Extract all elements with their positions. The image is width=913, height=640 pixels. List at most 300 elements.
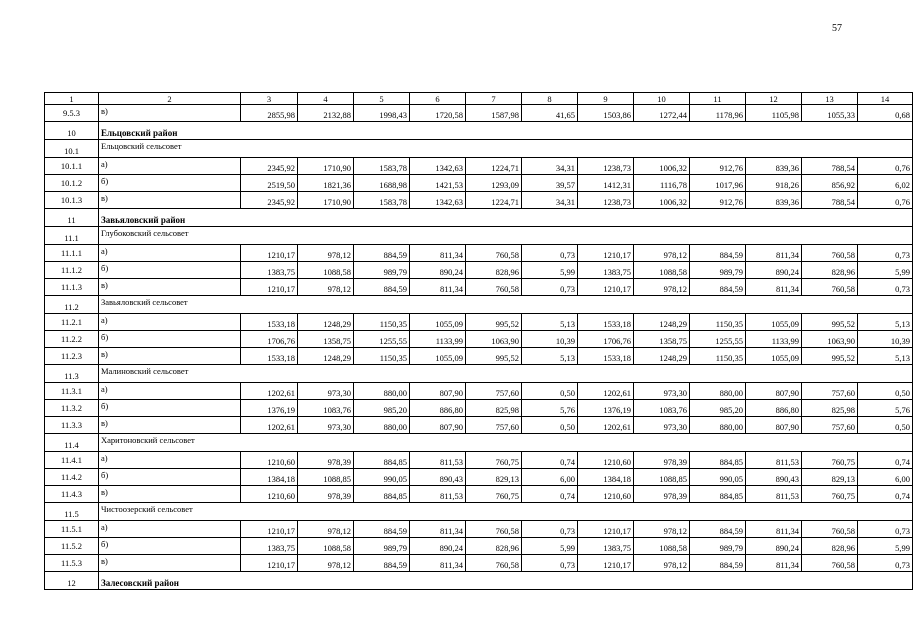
value-cell: 995,52 <box>466 314 522 331</box>
value-cell: 2519,50 <box>241 175 298 192</box>
district-code-cell: 11 <box>45 209 99 227</box>
value-cell: 34,31 <box>522 192 578 209</box>
value-cell: 1342,63 <box>410 192 466 209</box>
value-cell: 884,85 <box>690 486 746 503</box>
value-cell: 0,50 <box>858 417 913 434</box>
value-cell: 978,39 <box>298 486 354 503</box>
value-cell: 760,58 <box>466 521 522 538</box>
table-row <box>45 314 913 331</box>
value-cell: 807,90 <box>410 383 466 400</box>
value-cell: 1248,29 <box>634 348 690 365</box>
council-code-cell: 11.2 <box>45 296 99 314</box>
value-cell: 2345,92 <box>241 158 298 175</box>
district-row <box>45 572 913 590</box>
row-code-cell: 11.5.2 <box>45 538 99 555</box>
value-cell: 1412,31 <box>578 175 634 192</box>
council-name-cell: Чистоозерский сельсовет <box>99 503 913 521</box>
value-cell: 1383,75 <box>578 538 634 555</box>
value-cell: 890,24 <box>410 538 466 555</box>
value-cell: 0,74 <box>522 486 578 503</box>
column-number-cell: 2 <box>99 93 241 105</box>
table-row <box>45 279 913 296</box>
table-row <box>45 538 913 555</box>
value-cell: 0,50 <box>522 383 578 400</box>
value-cell: 5,13 <box>858 314 913 331</box>
value-cell: 811,53 <box>410 486 466 503</box>
value-cell: 1210,17 <box>578 555 634 572</box>
value-cell: 1587,98 <box>466 105 522 122</box>
value-cell: 1202,61 <box>241 383 298 400</box>
row-code-cell: 11.3.2 <box>45 400 99 417</box>
value-cell: 2132,88 <box>298 105 354 122</box>
value-cell: 1358,75 <box>634 331 690 348</box>
value-cell: 1088,85 <box>634 469 690 486</box>
row-variant-cell: б) <box>99 538 241 555</box>
row-code-cell: 11.2.2 <box>45 331 99 348</box>
table-row <box>45 192 913 209</box>
table-row <box>45 105 913 122</box>
value-cell: 0,68 <box>858 105 913 122</box>
value-cell: 1210,17 <box>578 245 634 262</box>
value-cell: 1055,09 <box>410 348 466 365</box>
value-cell: 1055,09 <box>746 348 802 365</box>
table-row <box>45 486 913 503</box>
district-code-cell: 12 <box>45 572 99 590</box>
district-name-cell: Ельцовский район <box>99 122 913 140</box>
value-cell: 978,39 <box>634 486 690 503</box>
value-cell: 884,85 <box>690 452 746 469</box>
table-row <box>45 521 913 538</box>
value-cell: 1105,98 <box>746 105 802 122</box>
value-cell: 6,02 <box>858 175 913 192</box>
value-cell: 1088,58 <box>634 262 690 279</box>
row-variant-cell: в) <box>99 417 241 434</box>
value-cell: 0,73 <box>522 279 578 296</box>
value-cell: 825,98 <box>802 400 858 417</box>
value-cell: 0,73 <box>858 279 913 296</box>
value-cell: 1706,76 <box>241 331 298 348</box>
value-cell: 5,13 <box>522 314 578 331</box>
value-cell: 1133,99 <box>410 331 466 348</box>
value-cell: 1210,17 <box>241 245 298 262</box>
value-cell: 884,59 <box>690 279 746 296</box>
value-cell: 34,31 <box>522 158 578 175</box>
value-cell: 811,34 <box>410 555 466 572</box>
value-cell: 1342,63 <box>410 158 466 175</box>
value-cell: 760,75 <box>802 486 858 503</box>
value-cell: 828,96 <box>802 538 858 555</box>
value-cell: 0,73 <box>858 521 913 538</box>
value-cell: 1210,17 <box>578 521 634 538</box>
row-variant-cell: б) <box>99 469 241 486</box>
column-number-cell: 5 <box>354 93 410 105</box>
value-cell: 811,34 <box>746 279 802 296</box>
value-cell: 1255,55 <box>354 331 410 348</box>
value-cell: 0,73 <box>522 521 578 538</box>
value-cell: 1150,35 <box>354 314 410 331</box>
value-cell: 1150,35 <box>690 314 746 331</box>
value-cell: 1083,76 <box>634 400 690 417</box>
value-cell: 811,53 <box>746 486 802 503</box>
value-cell: 829,13 <box>466 469 522 486</box>
value-cell: 1055,09 <box>410 314 466 331</box>
value-cell: 985,20 <box>354 400 410 417</box>
value-cell: 1017,96 <box>690 175 746 192</box>
column-number-cell: 6 <box>410 93 466 105</box>
column-number-cell: 11 <box>690 93 746 105</box>
value-cell: 1533,18 <box>241 348 298 365</box>
row-code-cell: 11.2.1 <box>45 314 99 331</box>
value-cell: 978,12 <box>298 245 354 262</box>
value-cell: 760,75 <box>466 452 522 469</box>
value-cell: 978,39 <box>298 452 354 469</box>
value-cell: 788,54 <box>802 192 858 209</box>
value-cell: 1583,78 <box>354 158 410 175</box>
value-cell: 880,00 <box>354 417 410 434</box>
council-row <box>45 503 913 521</box>
district-row <box>45 209 913 227</box>
value-cell: 839,36 <box>746 192 802 209</box>
value-cell: 760,58 <box>802 245 858 262</box>
value-cell: 1421,53 <box>410 175 466 192</box>
value-cell: 978,12 <box>634 245 690 262</box>
value-cell: 890,24 <box>746 262 802 279</box>
value-cell: 884,59 <box>690 521 746 538</box>
value-cell: 1088,85 <box>298 469 354 486</box>
value-cell: 1210,60 <box>578 452 634 469</box>
row-variant-cell: б) <box>99 331 241 348</box>
value-cell: 1710,90 <box>298 158 354 175</box>
value-cell: 811,34 <box>746 245 802 262</box>
value-cell: 760,58 <box>802 521 858 538</box>
value-cell: 807,90 <box>746 383 802 400</box>
value-cell: 828,96 <box>802 262 858 279</box>
value-cell: 5,13 <box>522 348 578 365</box>
value-cell: 760,58 <box>466 279 522 296</box>
value-cell: 828,96 <box>466 262 522 279</box>
table-row <box>45 245 913 262</box>
value-cell: 828,96 <box>466 538 522 555</box>
value-cell: 973,30 <box>634 417 690 434</box>
value-cell: 757,60 <box>802 383 858 400</box>
value-cell: 978,12 <box>298 521 354 538</box>
council-row <box>45 365 913 383</box>
row-code-cell: 11.3.3 <box>45 417 99 434</box>
column-number-cell: 4 <box>298 93 354 105</box>
value-cell: 1210,60 <box>241 452 298 469</box>
row-code-cell: 11.4.1 <box>45 452 99 469</box>
value-cell: 1821,36 <box>298 175 354 192</box>
value-cell: 880,00 <box>354 383 410 400</box>
row-code-cell: 11.2.3 <box>45 348 99 365</box>
page-number: 57 <box>832 23 842 34</box>
value-cell: 1055,09 <box>746 314 802 331</box>
column-number-cell: 1 <box>45 93 99 105</box>
column-number-cell: 3 <box>241 93 298 105</box>
column-number-cell: 13 <box>802 93 858 105</box>
row-code-cell: 10.1.2 <box>45 175 99 192</box>
value-cell: 760,58 <box>466 245 522 262</box>
council-code-cell: 10.1 <box>45 140 99 158</box>
council-code-cell: 11.5 <box>45 503 99 521</box>
row-variant-cell: а) <box>99 314 241 331</box>
value-cell: 1202,61 <box>578 417 634 434</box>
row-variant-cell: в) <box>99 105 241 122</box>
row-variant-cell: в) <box>99 192 241 209</box>
value-cell: 1710,90 <box>298 192 354 209</box>
value-cell: 1503,86 <box>578 105 634 122</box>
value-cell: 1202,61 <box>241 417 298 434</box>
value-cell: 0,76 <box>858 192 913 209</box>
value-cell: 811,34 <box>746 521 802 538</box>
value-cell: 1178,96 <box>690 105 746 122</box>
table-row <box>45 262 913 279</box>
value-cell: 0,73 <box>522 555 578 572</box>
value-cell: 884,59 <box>354 279 410 296</box>
value-cell: 1210,17 <box>241 279 298 296</box>
value-cell: 1224,71 <box>466 192 522 209</box>
value-cell: 884,85 <box>354 452 410 469</box>
value-cell: 995,52 <box>802 314 858 331</box>
table-row <box>45 400 913 417</box>
row-variant-cell: б) <box>99 400 241 417</box>
value-cell: 978,12 <box>298 555 354 572</box>
value-cell: 1210,60 <box>241 486 298 503</box>
value-cell: 757,60 <box>466 383 522 400</box>
value-cell: 884,59 <box>354 245 410 262</box>
district-row <box>45 122 913 140</box>
council-code-cell: 11.1 <box>45 227 99 245</box>
value-cell: 1063,90 <box>466 331 522 348</box>
tariff-table <box>44 92 913 590</box>
value-cell: 811,34 <box>410 521 466 538</box>
value-cell: 811,34 <box>410 245 466 262</box>
value-cell: 1006,32 <box>634 158 690 175</box>
value-cell: 5,99 <box>858 538 913 555</box>
value-cell: 39,57 <box>522 175 578 192</box>
row-variant-cell: а) <box>99 158 241 175</box>
value-cell: 760,75 <box>802 452 858 469</box>
row-code-cell: 9.5.3 <box>45 105 99 122</box>
value-cell: 1006,32 <box>634 192 690 209</box>
table-row <box>45 469 913 486</box>
value-cell: 912,76 <box>690 192 746 209</box>
value-cell: 5,99 <box>858 262 913 279</box>
value-cell: 10,39 <box>522 331 578 348</box>
value-cell: 760,58 <box>466 555 522 572</box>
value-cell: 884,59 <box>354 521 410 538</box>
row-code-cell: 11.3.1 <box>45 383 99 400</box>
value-cell: 880,00 <box>690 417 746 434</box>
value-cell: 5,76 <box>522 400 578 417</box>
table-row <box>45 555 913 572</box>
value-cell: 995,52 <box>466 348 522 365</box>
column-number-row <box>45 93 913 105</box>
row-variant-cell: в) <box>99 279 241 296</box>
council-row <box>45 140 913 158</box>
value-cell: 884,59 <box>354 555 410 572</box>
row-code-cell: 11.1.1 <box>45 245 99 262</box>
value-cell: 0,50 <box>522 417 578 434</box>
value-cell: 890,24 <box>410 262 466 279</box>
value-cell: 0,76 <box>858 158 913 175</box>
value-cell: 0,50 <box>858 383 913 400</box>
value-cell: 0,73 <box>858 245 913 262</box>
table-row <box>45 158 913 175</box>
row-variant-cell: в) <box>99 555 241 572</box>
value-cell: 884,59 <box>690 245 746 262</box>
value-cell: 1720,58 <box>410 105 466 122</box>
value-cell: 5,13 <box>858 348 913 365</box>
table-row <box>45 417 913 434</box>
value-cell: 1533,18 <box>241 314 298 331</box>
row-variant-cell: б) <box>99 175 241 192</box>
value-cell: 973,30 <box>298 417 354 434</box>
value-cell: 0,74 <box>858 486 913 503</box>
value-cell: 1255,55 <box>690 331 746 348</box>
council-name-cell: Малиновский сельсовет <box>99 365 913 383</box>
value-cell: 990,05 <box>690 469 746 486</box>
value-cell: 1210,60 <box>578 486 634 503</box>
district-code-cell: 10 <box>45 122 99 140</box>
council-row <box>45 227 913 245</box>
value-cell: 990,05 <box>354 469 410 486</box>
value-cell: 1150,35 <box>354 348 410 365</box>
value-cell: 978,12 <box>298 279 354 296</box>
row-variant-cell: в) <box>99 486 241 503</box>
value-cell: 811,34 <box>410 279 466 296</box>
value-cell: 880,00 <box>690 383 746 400</box>
value-cell: 6,00 <box>522 469 578 486</box>
column-number-cell: 8 <box>522 93 578 105</box>
value-cell: 1706,76 <box>578 331 634 348</box>
value-cell: 1055,33 <box>802 105 858 122</box>
value-cell: 41,65 <box>522 105 578 122</box>
value-cell: 807,90 <box>746 417 802 434</box>
row-code-cell: 11.5.1 <box>45 521 99 538</box>
value-cell: 1210,17 <box>241 521 298 538</box>
value-cell: 2345,92 <box>241 192 298 209</box>
value-cell: 829,13 <box>802 469 858 486</box>
value-cell: 985,20 <box>690 400 746 417</box>
value-cell: 1083,76 <box>298 400 354 417</box>
value-cell: 989,79 <box>354 538 410 555</box>
row-code-cell: 10.1.1 <box>45 158 99 175</box>
council-code-cell: 11.3 <box>45 365 99 383</box>
value-cell: 1583,78 <box>354 192 410 209</box>
value-cell: 1383,75 <box>578 262 634 279</box>
council-code-cell: 11.4 <box>45 434 99 452</box>
value-cell: 1202,61 <box>578 383 634 400</box>
council-name-cell: Ельцовский сельсовет <box>99 140 913 158</box>
value-cell: 995,52 <box>802 348 858 365</box>
value-cell: 1533,18 <box>578 348 634 365</box>
value-cell: 1533,18 <box>578 314 634 331</box>
value-cell: 978,12 <box>634 555 690 572</box>
value-cell: 989,79 <box>690 538 746 555</box>
council-name-cell: Харитоновский сельсовет <box>99 434 913 452</box>
value-cell: 1272,44 <box>634 105 690 122</box>
row-variant-cell: а) <box>99 383 241 400</box>
row-variant-cell: в) <box>99 348 241 365</box>
value-cell: 1210,17 <box>241 555 298 572</box>
table-row <box>45 175 913 192</box>
council-name-cell: Глубоковский сельсовет <box>99 227 913 245</box>
value-cell: 811,53 <box>410 452 466 469</box>
district-name-cell: Завьяловский район <box>99 209 913 227</box>
value-cell: 1088,58 <box>298 262 354 279</box>
value-cell: 0,73 <box>858 555 913 572</box>
value-cell: 989,79 <box>690 262 746 279</box>
value-cell: 1376,19 <box>241 400 298 417</box>
value-cell: 760,58 <box>802 279 858 296</box>
value-cell: 10,39 <box>858 331 913 348</box>
column-number-cell: 9 <box>578 93 634 105</box>
value-cell: 884,59 <box>690 555 746 572</box>
value-cell: 1998,43 <box>354 105 410 122</box>
value-cell: 890,43 <box>410 469 466 486</box>
value-cell: 5,99 <box>522 538 578 555</box>
row-code-cell: 11.5.3 <box>45 555 99 572</box>
row-code-cell: 11.1.2 <box>45 262 99 279</box>
value-cell: 760,75 <box>466 486 522 503</box>
value-cell: 1133,99 <box>746 331 802 348</box>
council-row <box>45 434 913 452</box>
value-cell: 811,34 <box>746 555 802 572</box>
value-cell: 807,90 <box>410 417 466 434</box>
value-cell: 978,39 <box>634 452 690 469</box>
value-cell: 5,99 <box>522 262 578 279</box>
row-variant-cell: б) <box>99 262 241 279</box>
value-cell: 918,26 <box>746 175 802 192</box>
value-cell: 1248,29 <box>298 314 354 331</box>
value-cell: 5,76 <box>858 400 913 417</box>
value-cell: 1383,75 <box>241 538 298 555</box>
value-cell: 978,12 <box>634 521 690 538</box>
table-row <box>45 331 913 348</box>
row-code-cell: 11.1.3 <box>45 279 99 296</box>
value-cell: 912,76 <box>690 158 746 175</box>
value-cell: 0,73 <box>522 245 578 262</box>
row-code-cell: 10.1.3 <box>45 192 99 209</box>
value-cell: 839,36 <box>746 158 802 175</box>
value-cell: 1376,19 <box>578 400 634 417</box>
value-cell: 1210,17 <box>578 279 634 296</box>
value-cell: 1150,35 <box>690 348 746 365</box>
value-cell: 788,54 <box>802 158 858 175</box>
value-cell: 1688,98 <box>354 175 410 192</box>
value-cell: 1063,90 <box>802 331 858 348</box>
value-cell: 884,85 <box>354 486 410 503</box>
value-cell: 760,58 <box>802 555 858 572</box>
value-cell: 6,00 <box>858 469 913 486</box>
column-number-cell: 14 <box>858 93 913 105</box>
value-cell: 1384,18 <box>578 469 634 486</box>
value-cell: 1248,29 <box>634 314 690 331</box>
value-cell: 1293,09 <box>466 175 522 192</box>
value-cell: 989,79 <box>354 262 410 279</box>
column-number-cell: 12 <box>746 93 802 105</box>
column-number-cell: 10 <box>634 93 690 105</box>
value-cell: 890,24 <box>746 538 802 555</box>
value-cell: 890,43 <box>746 469 802 486</box>
row-variant-cell: а) <box>99 452 241 469</box>
table-row <box>45 452 913 469</box>
council-row <box>45 296 913 314</box>
value-cell: 1088,58 <box>298 538 354 555</box>
value-cell: 811,53 <box>746 452 802 469</box>
value-cell: 0,74 <box>522 452 578 469</box>
